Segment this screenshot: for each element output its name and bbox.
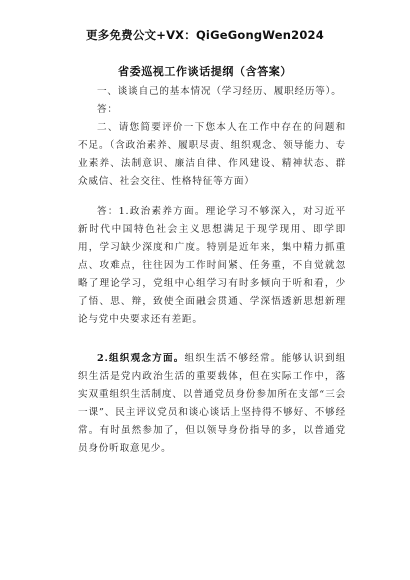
question-1: 一、谈谈自己的基本情况（学习经历、履职经历等）。 bbox=[97, 86, 342, 97]
answer-organizational-concept bbox=[78, 350, 346, 458]
answer-1: 答： bbox=[97, 104, 118, 115]
document-title: 省委巡视工作谈话提纲（含答案） bbox=[118, 65, 292, 78]
section-heading-organizational-concept: 2.组织观念方面。 bbox=[97, 353, 185, 364]
answer-political-literacy: 答：1.政治素养方面。理论学习不够深入，对习近平新时代中国特色社会主义思想满足于现学现用、即学即用，学习缺少深度和广度。特别是近年来，集中精力抓重点、攻难点，往往因为工作时间紧、任务重，不自觉就忽略了理论学习，党组中心组学习有时多倾向于听和看，少了悟、思、辩，致使全面融会贯通、学深悟透新思想新理论与党中央要求还有差距。 bbox=[78, 206, 346, 325]
section-body-organizational-concept: 组织生活不够经常。能够认识到组织生活是党内政治生活的重要载体，但在实际工作中，落实双重组织生活制度、以普通党员身份参加所在支部“三会一课”、民主评议党员和谈心谈话上坚持得不够好、不够经常。有时虽然参加了，但以领导身份指导的多，以普通党员身份听取意见少。 bbox=[78, 353, 347, 454]
promo-header: 更多免费公文+VX：QiGeGongWen2024 bbox=[86, 28, 324, 42]
question-2: 二、请您简要评价一下您本人在工作中存在的问题和不足。（含政治素养、履职尽责、组织观念、领导能力、专业素养、法制意识、廉洁自律、作风建设、精神状态、群众威信、社会交往、性格特征等方面） bbox=[78, 122, 346, 187]
